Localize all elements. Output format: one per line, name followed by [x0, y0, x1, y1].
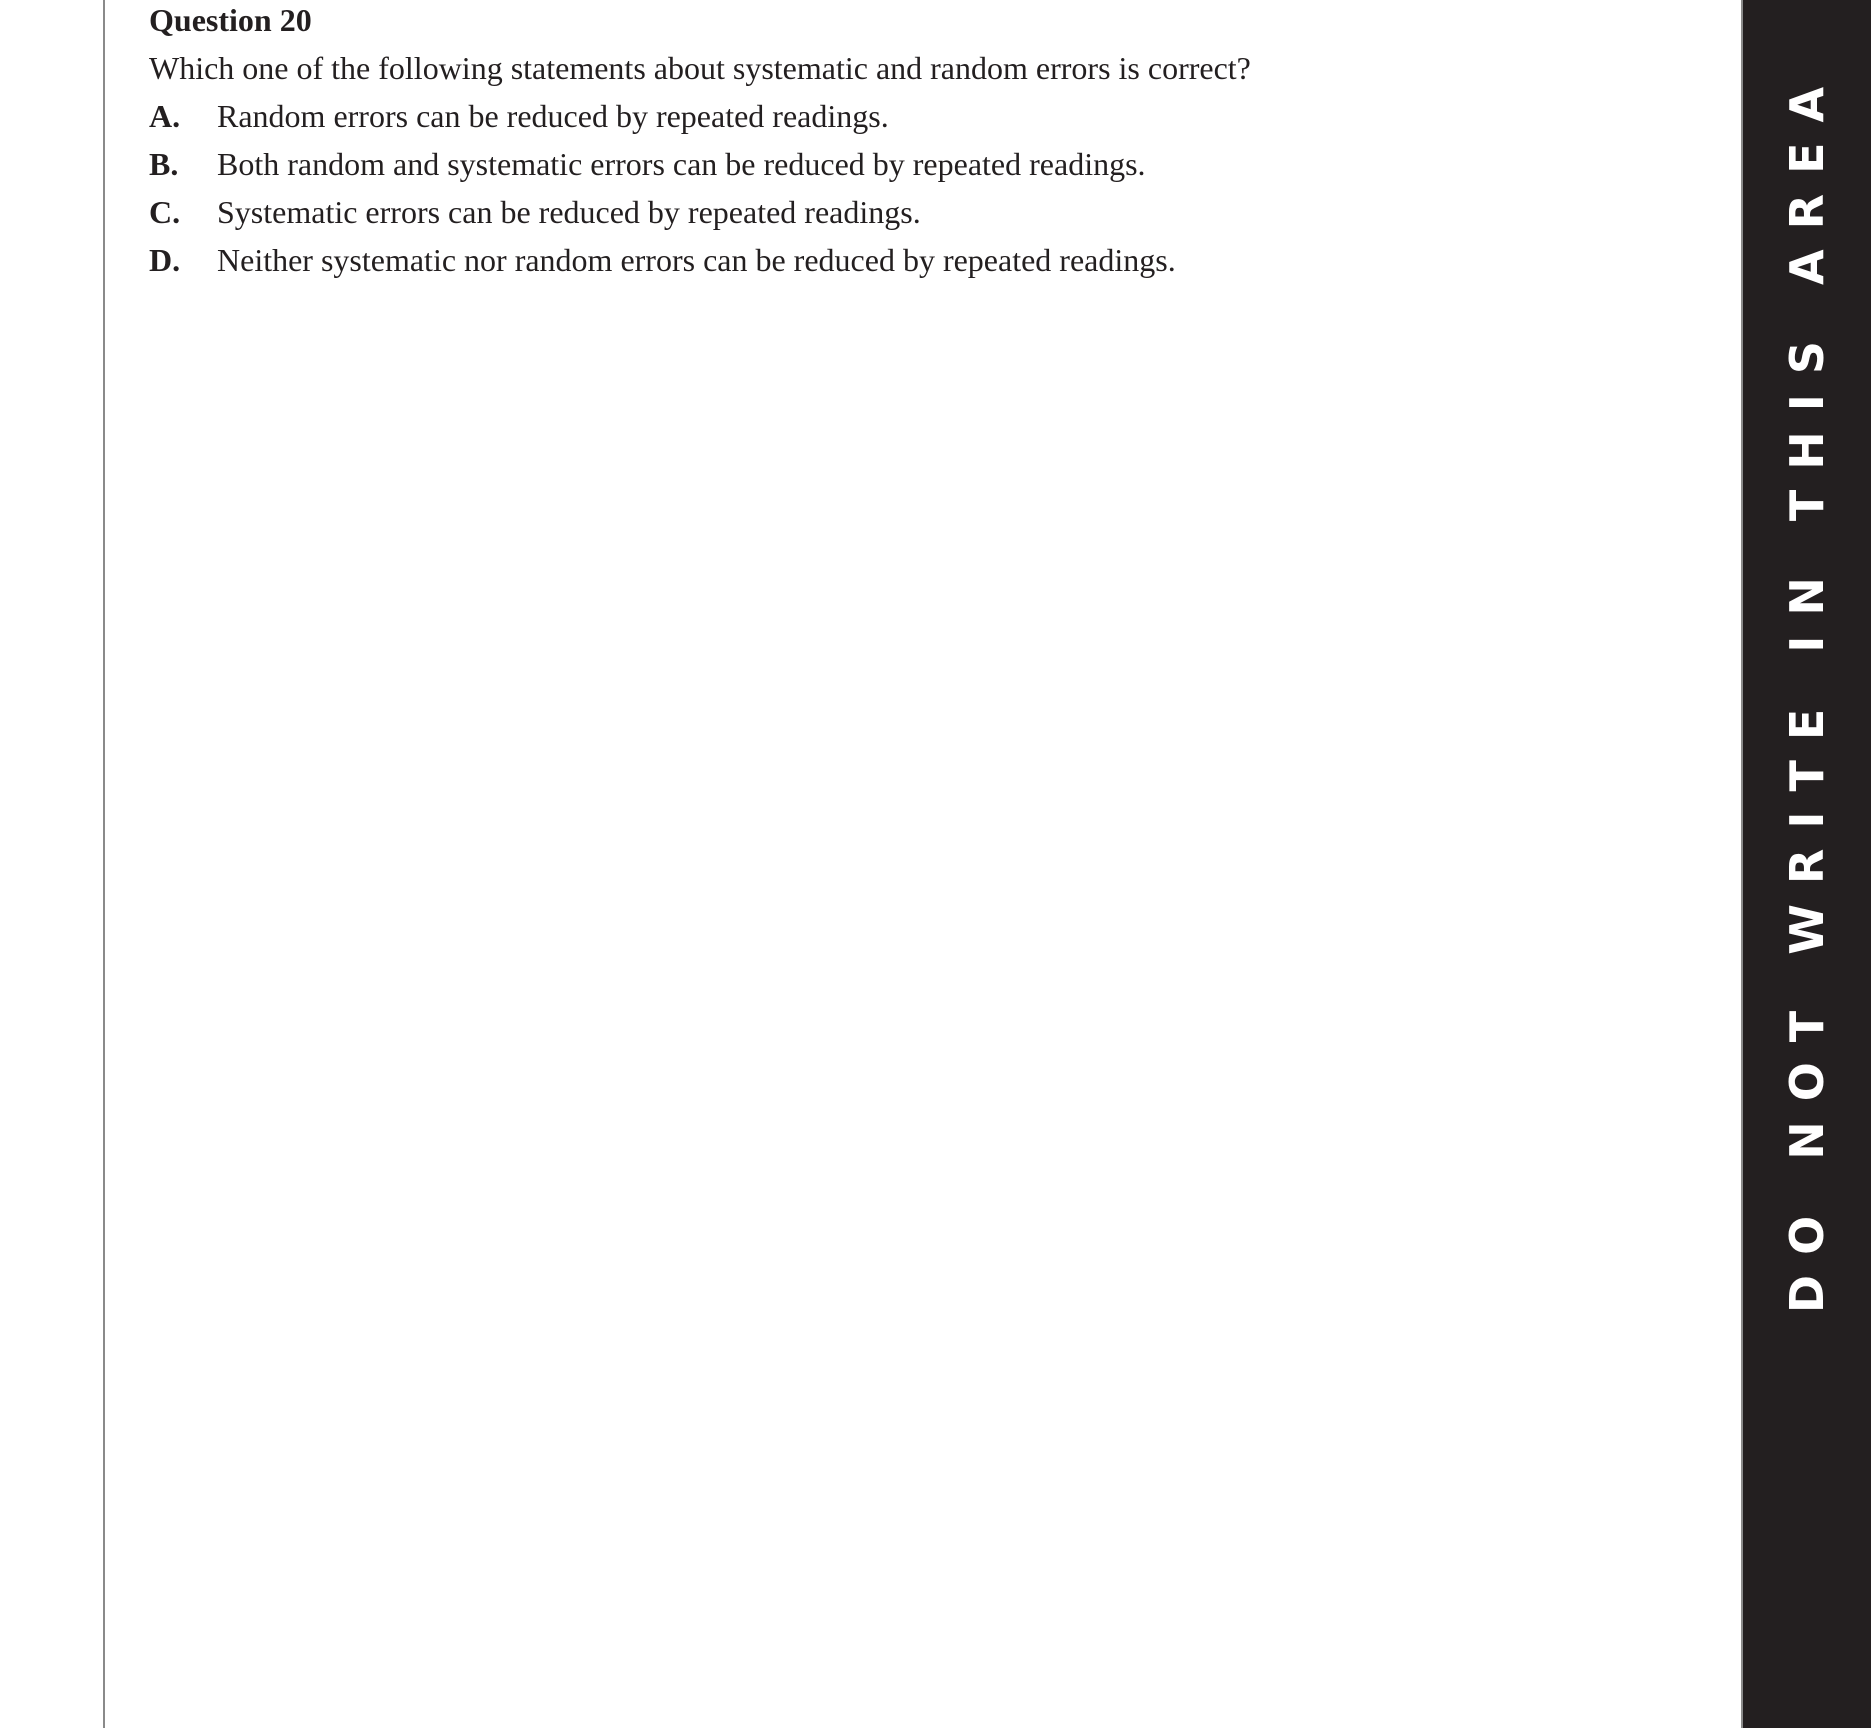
option-b: [149, 144, 1709, 184]
answer-options: [149, 96, 1709, 280]
option-text: Systematic errors can be reduced by repeated readings.: [217, 194, 921, 230]
option-letter: D.: [149, 242, 181, 278]
page-left-border: [103, 0, 105, 1728]
option-letter: B.: [149, 146, 179, 182]
option-text: Both random and systematic errors can be reduced by repeated readings.: [217, 146, 1146, 182]
do-not-write-notice: DO NOT WRITE IN THIS AREA: [1780, 66, 1834, 1314]
option-c: [149, 192, 1709, 232]
option-letter: A.: [149, 98, 181, 134]
question-title: Question 20: [149, 2, 312, 38]
option-text: Random errors can be reduced by repeated readings.: [217, 98, 889, 134]
option-letter: C.: [149, 194, 181, 230]
option-a: [149, 96, 1709, 136]
option-text: Neither systematic nor random errors can be reduced by repeated readings.: [217, 242, 1176, 278]
do-not-write-margin-bar: [1743, 0, 1871, 1728]
question-block: [149, 0, 1709, 288]
question-stem: Which one of the following statements about systematic and random errors is correct?: [149, 50, 1251, 86]
option-d: [149, 240, 1709, 280]
